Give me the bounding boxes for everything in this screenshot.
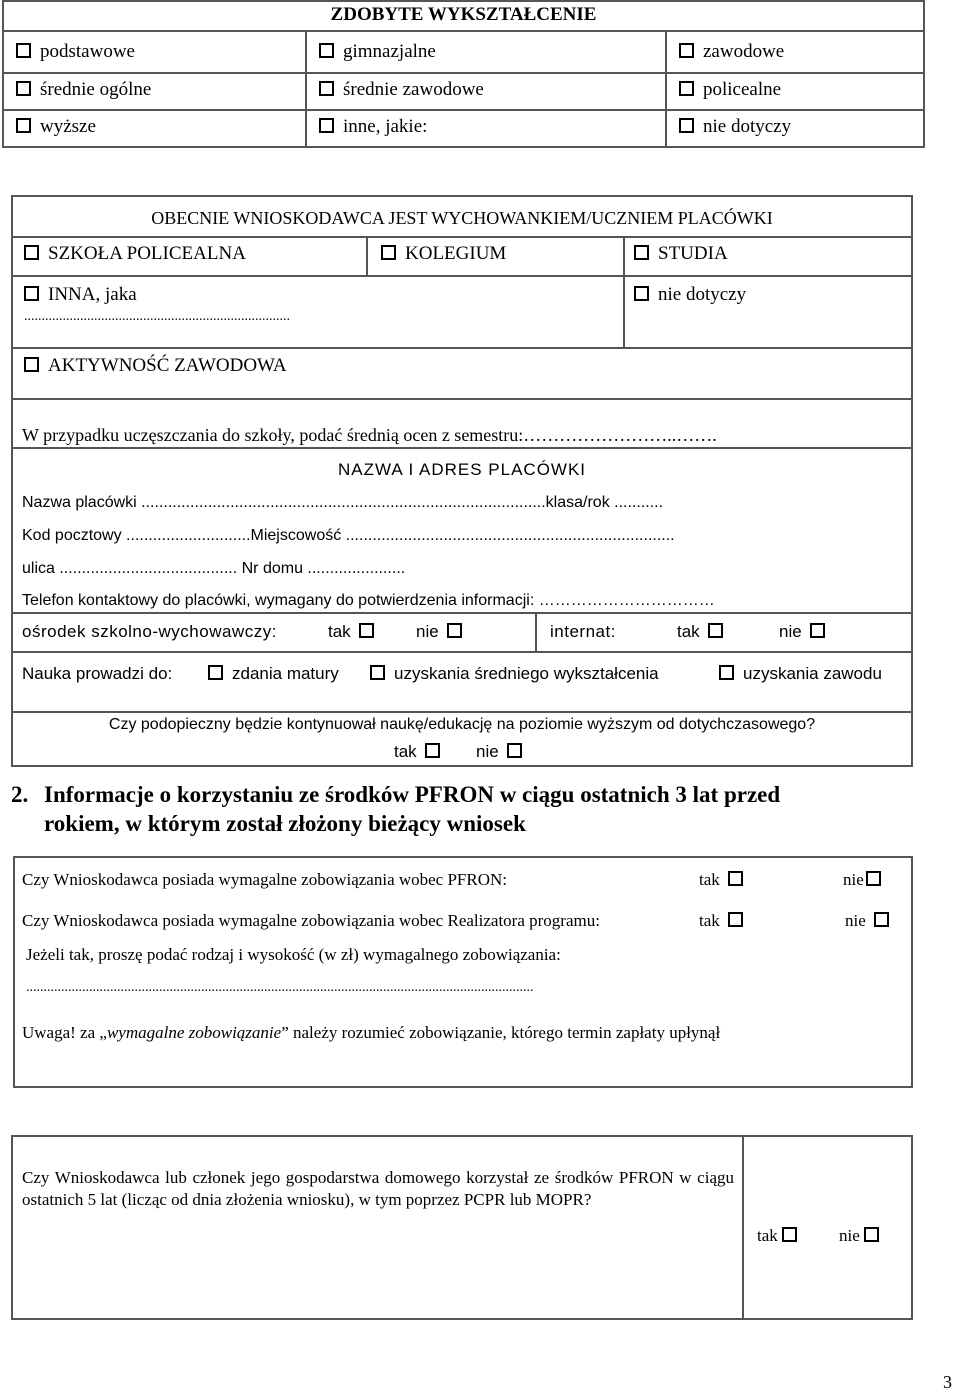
checkbox[interactable]	[507, 743, 522, 758]
center-label: ośrodek szkolno-wychowawczy:	[22, 622, 277, 641]
obligation-note: Uwaga! za „wymagalne zobowiązanie” należy rozumieć zobowiązanie, którego termin zapłaty upłynął	[22, 1023, 721, 1042]
edu-option-policealne[interactable]: policealne	[679, 79, 781, 101]
education-title: ZDOBYTE WYKSZTAŁCENIE	[330, 4, 597, 25]
checkbox[interactable]	[16, 43, 31, 58]
edu-option-podstawowe[interactable]: podstawowe	[16, 41, 135, 63]
checkbox[interactable]	[319, 81, 334, 96]
internat-yes[interactable]: tak	[677, 622, 723, 642]
phone-line[interactable]: Telefon kontaktowy do placówki, wymagany do potwierdzenia informacji: ……………………………	[22, 592, 715, 609]
institution-title: NAZWA I ADRES PLACÓWKI	[337, 460, 587, 479]
checkbox[interactable]	[728, 912, 743, 927]
average-grade-line[interactable]: W przypadku uczęszczania do szkoły, podać średnią ocen z semestru:……………………..…….	[22, 425, 717, 445]
checkbox[interactable]	[679, 43, 694, 58]
checkbox[interactable]	[782, 1227, 797, 1242]
pfron-5years-question: Czy Wnioskodawca lub członek jego gospodarstwa domowego korzystał ze środków PFRON w ciągu ostatnich 5 lat (licząc od dnia złożenia wniosku), w tym poprzez PCPR lub MOPR?	[22, 1168, 734, 1209]
section2-number: 2.	[11, 782, 29, 807]
realizator-question: Czy Wnioskodawca posiada wymagalne zobowiązania wobec Realizatora programu:	[22, 911, 600, 930]
continue-no[interactable]: nie	[476, 742, 522, 762]
pfron-no[interactable]: nie	[843, 870, 881, 890]
edu-option-inne[interactable]: inne, jakie:	[319, 116, 427, 138]
lead-matura[interactable]: zdania matury	[208, 664, 339, 684]
checkbox[interactable]	[679, 81, 694, 96]
edu-option-wyzsze[interactable]: wyższe	[16, 116, 96, 138]
checkbox[interactable]	[866, 871, 881, 886]
leads-label: Nauka prowadzi do:	[22, 664, 173, 683]
page-number: 3	[943, 1372, 952, 1392]
edu-option-nie-dotyczy[interactable]: nie dotyczy	[679, 116, 791, 138]
continue-question: Czy podopieczny będzie kontynuował naukę/edukację na poziomie wyższym od dotychczasowego?	[108, 716, 816, 733]
currently-title: OBECNIE WNIOSKODAWCA JEST WYCHOWANKIEM/UCZNIEM PLACÓWKI	[151, 208, 773, 228]
checkbox[interactable]	[447, 623, 462, 638]
checkbox[interactable]	[381, 245, 396, 260]
edu-option-srednie-zawodowe[interactable]: średnie zawodowe	[319, 79, 484, 101]
center-no[interactable]: nie	[416, 622, 462, 642]
option-aktywnosc-zawodowa[interactable]: AKTYWNOŚĆ ZAWODOWA	[24, 355, 287, 377]
option-inna-dots[interactable]: ............................................................................	[24, 309, 290, 324]
postal-line[interactable]: Kod pocztowy ............................Miejscowość ..........................................................................	[22, 527, 675, 544]
checkbox[interactable]	[16, 118, 31, 133]
checkbox[interactable]	[370, 665, 385, 680]
internat-label: internat:	[550, 622, 616, 641]
obligation-dots[interactable]: .................................................................................................................................................	[26, 980, 534, 995]
street-line[interactable]: ulica ........................................ Nr domu ......................	[22, 560, 406, 577]
option-nie-dotyczy[interactable]: nie dotyczy	[634, 284, 746, 306]
checkbox[interactable]	[864, 1227, 879, 1242]
pfron-obligations-box	[13, 856, 913, 1088]
section2-heading-line2: rokiem, w którym został złożony bieżący wniosek	[44, 811, 526, 836]
option-kolegium[interactable]: KOLEGIUM	[381, 243, 506, 265]
checkbox[interactable]	[728, 871, 743, 886]
pfron-5years-no[interactable]: nie	[839, 1226, 879, 1246]
checkbox[interactable]	[24, 357, 39, 372]
checkbox[interactable]	[208, 665, 223, 680]
checkbox[interactable]	[634, 245, 649, 260]
pfron-question: Czy Wnioskodawca posiada wymagalne zobowiązania wobec PFRON:	[22, 870, 508, 889]
checkbox[interactable]	[874, 912, 889, 927]
realizator-yes[interactable]: tak	[699, 911, 743, 931]
checkbox[interactable]	[719, 665, 734, 680]
edu-option-zawodowe[interactable]: zawodowe	[679, 41, 784, 63]
checkbox[interactable]	[24, 286, 39, 301]
checkbox[interactable]	[319, 118, 334, 133]
center-yes[interactable]: tak	[328, 622, 374, 642]
checkbox[interactable]	[634, 286, 649, 301]
option-studia[interactable]: STUDIA	[634, 243, 728, 265]
lead-zawod[interactable]: uzyskania zawodu	[719, 664, 882, 684]
lead-srednie[interactable]: uzyskania średniego wykształcenia	[370, 664, 659, 684]
checkbox[interactable]	[359, 623, 374, 638]
option-inna[interactable]: INNA, jaka	[24, 284, 137, 306]
checkbox[interactable]	[810, 623, 825, 638]
edu-option-srednie-ogolne[interactable]: średnie ogólne	[16, 79, 151, 101]
continue-yes[interactable]: tak	[394, 742, 440, 762]
obligation-type-question: Jeżeli tak, proszę podać rodzaj i wysokość (w zł) wymagalnego zobowiązania:	[26, 945, 561, 964]
pfron-5years-yes[interactable]: tak	[757, 1226, 797, 1246]
institution-name-line[interactable]: Nazwa placówki ...........................................................................................klasa/rok ...........	[22, 494, 664, 511]
option-szkola-policealna[interactable]: SZKOŁA POLICEALNA	[24, 243, 246, 265]
checkbox[interactable]	[425, 743, 440, 758]
internat-no[interactable]: nie	[779, 622, 825, 642]
checkbox[interactable]	[16, 81, 31, 96]
checkbox[interactable]	[679, 118, 694, 133]
checkbox[interactable]	[319, 43, 334, 58]
checkbox[interactable]	[708, 623, 723, 638]
checkbox[interactable]	[24, 245, 39, 260]
section2-heading-line1: Informacje o korzystaniu ze środków PFRON w ciągu ostatnich 3 lat przed	[44, 782, 781, 807]
realizator-no[interactable]: nie	[845, 911, 889, 931]
pfron-yes[interactable]: tak	[699, 870, 743, 890]
edu-option-gimnazjalne[interactable]: gimnazjalne	[319, 41, 436, 63]
